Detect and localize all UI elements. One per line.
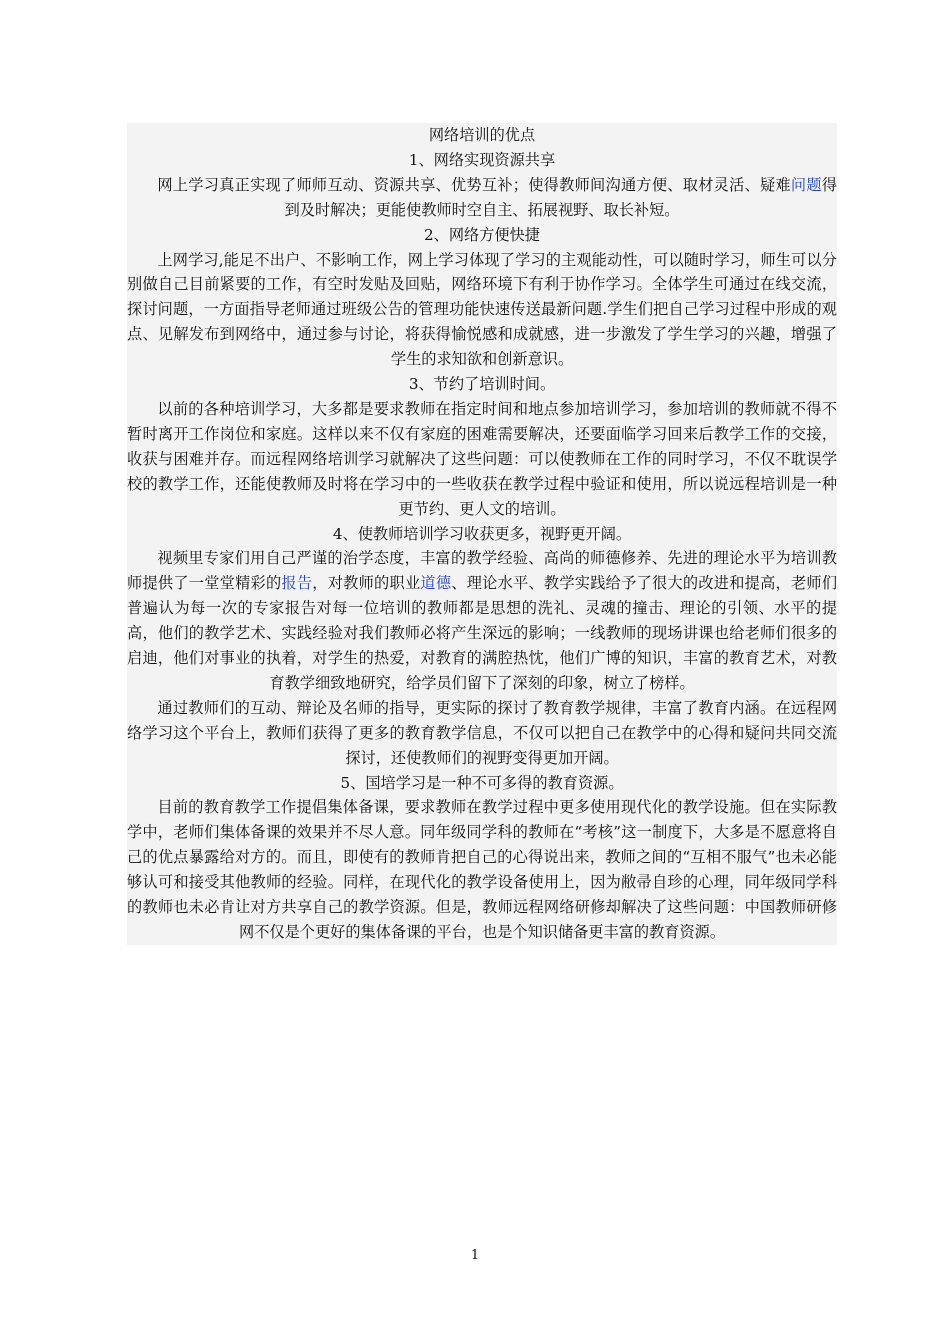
text-run: 得到及时解决；更能使教师时空自主、拓展视野、取长补短。 xyxy=(284,175,838,219)
section-heading-3: 3、节约了培训时间。 xyxy=(408,375,556,394)
section-5-paragraph: 目前的教育教学工作提倡集体备课，要求教师在教学过程中更多使用现代化的教学设施。但在实际教学中，老师们集体备课的效果并不尽人意。同年级同学科的教师在“考核”这一制度下，大多是不愿意将自己的优点暴露给对方的。而且，即使有的教师肯把自己的心得说出来，教师之间的“互相不服气”也未必能够认可和接受其他教师的经验。同样，在现代化的教学设备使用上，因为敝帚自珍的心理，同年级同学科的教师也未必肯让对方共享自己的教学资源。但是，教师远程网络研修却解决了这些问题：中国教师研修网不仅是个更好的集体备课的平台，也是个知识储备更丰富的教育资源。 xyxy=(127,798,837,941)
section-heading-5: 5、国培学习是一种不可多得的教育资源。 xyxy=(340,773,624,792)
link-wenti[interactable]: 问题 xyxy=(790,175,822,194)
section-1-paragraph xyxy=(127,173,837,223)
text-run: 视频里专家们用自己严谨的治学态度，丰富的教学经验、高尚的师德修养、先进的理论水平为培训教师提供了一堂堂精彩的 xyxy=(127,549,837,593)
section-heading-1: 1、网络实现资源共享 xyxy=(408,150,556,169)
link-baogao[interactable]: 报告 xyxy=(281,574,313,593)
page-number: 1 xyxy=(470,1248,480,1263)
section-3-paragraph: 以前的各种培训学习，大多都是要求教师在指定时间和地点参加培训学习，参加培训的教师就不得不暂时离开工作岗位和家庭。这样以来不仅有家庭的困难需要解决，还要面临学习回来后教学工作的交接，收获与困难并存。而远程网络培训学习就解决了这些问题：可以使教师在工作的同时学习，不仅不耽误学校的教学工作，还能使教师及时将在学习中的一些收获在教学过程中验证和使用，所以说远程培训是一种更节约、更人文的培训。 xyxy=(127,399,837,518)
section-heading-2: 2、网络方便快捷 xyxy=(424,225,540,244)
section-2-paragraph: 上网学习,能足不出户、不影响工作，网上学习体现了学习的主观能动性，可以随时学习，师生可以分别做自己目前紧要的工作，有空时发贴及回贴，网络环境下有利于协作学习。全体学生可通过在线交流，探讨问题，一方面指导老师通过班级公告的管理功能快速传送最新问题.学生们把自己学习过程中形成的观点、见解发布到网络中，通过参与讨论，将获得愉悦感和成就感，进一步激发了学生学习的兴趣，增强了学生的求知欲和创新意识。 xyxy=(127,250,837,369)
link-daode[interactable]: 道德 xyxy=(420,574,452,593)
page-title: 网络培训的优点 xyxy=(428,126,536,144)
text-run: 网上学习真正实现了师师互动、资源共享、优势互补；使得教师间沟通方便、取材灵活、疑难 xyxy=(157,175,791,194)
article-body xyxy=(127,123,837,945)
section-heading-4: 4、使教师培训学习收获更多，视野更开阔。 xyxy=(332,524,632,543)
text-run: 、理论水平、教学实践给予了很大的改进和提高，老师们普遍认为每一次的专家报告对每一位培训的教师都是思想的洗礼、灵魂的撞击、理论的引领、水平的提高，他们的教学艺术、实践经验对我们教师必将产生深远的影响；一线教师的现场讲课也给老师们很多的启迪，他们对事业的执着，对学生的热爱，对教育的满腔热忱，他们广博的知识，丰富的教育艺术，对教育教学细致地研究，给学员们留下了深刻的印象，树立了榜样。 xyxy=(127,574,838,692)
section-4-paragraph-2: 通过教师们的互动、辩论及名师的指导，更实际的探讨了教育教学规律，丰富了教育内涵。在远程网络学习这个平台上，教师们获得了更多的教育教学信息，不仅可以把自己在教学中的心得和疑问共同交流探讨，还使教师们的视野变得更加开阔。 xyxy=(127,698,837,767)
section-4-paragraph-1 xyxy=(127,546,837,695)
text-run: ，对教师的职业 xyxy=(312,574,421,593)
